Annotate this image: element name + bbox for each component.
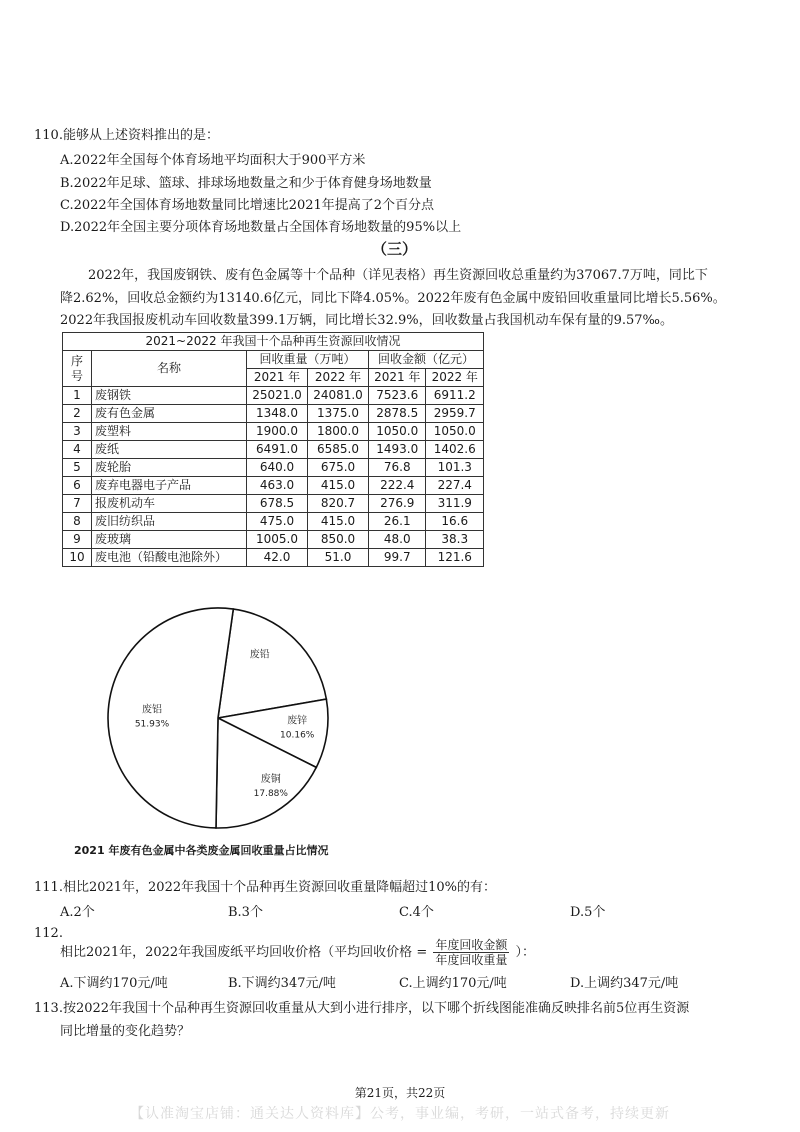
q110-option-b: B.2022年足球、篮球、排球场地数量之和少于体育健身场地数量	[60, 176, 432, 191]
q112-option-c: C.上调约170元/吨	[399, 976, 507, 991]
amount-2021: 26.1	[369, 513, 426, 531]
q110-stem: 110.能够从上述资料推出的是：	[34, 128, 219, 143]
row-name: 废塑料	[92, 423, 247, 441]
row-index: 1	[63, 387, 92, 405]
row-index: 9	[63, 531, 92, 549]
weight-2021: 678.5	[247, 495, 308, 513]
weight-2022: 675.0	[308, 459, 369, 477]
q112-stem-before: 相比2021年，2022年我国废纸平均回收价格（平均回收价格	[60, 945, 413, 960]
pie-slice	[108, 608, 233, 828]
weight-2021: 42.0	[247, 549, 308, 567]
weight-2022: 24081.0	[308, 387, 369, 405]
q112-fraction-numerator: 年度回收金额	[435, 938, 508, 952]
q110-option-d: D.2022年全国主要分项体育场地数量占全国体育场地数量的95%以上	[60, 220, 462, 235]
row-index: 6	[63, 477, 92, 495]
q111-stem: 111.相比2021年，2022年我国十个品种再生资源回收重量降幅超过10%的有：	[34, 880, 497, 895]
table-caption: 2021~2022 年我国十个品种再生资源回收情况	[63, 333, 484, 351]
row-index: 10	[63, 549, 92, 567]
row-index: 4	[63, 441, 92, 459]
q112-option-a: A.下调约170元/吨	[60, 976, 168, 991]
row-index: 7	[63, 495, 92, 513]
weight-2021: 6491.0	[247, 441, 308, 459]
amount-2021: 1050.0	[369, 423, 426, 441]
section-title: （三）	[372, 240, 418, 258]
row-name: 废钢铁	[92, 387, 247, 405]
header-weight-2021: 2021 年	[247, 369, 308, 387]
q111-option-a: A.2个	[60, 905, 95, 920]
table-row	[63, 513, 484, 531]
weight-2022: 6585.0	[308, 441, 369, 459]
table-row	[63, 423, 484, 441]
q111-option-d: D.5个	[570, 905, 606, 920]
row-name: 废玻璃	[92, 531, 247, 549]
weight-2022: 1800.0	[308, 423, 369, 441]
amount-2021: 99.7	[369, 549, 426, 567]
weight-2022: 51.0	[308, 549, 369, 567]
row-index: 3	[63, 423, 92, 441]
table-row	[63, 459, 484, 477]
row-index: 5	[63, 459, 92, 477]
amount-2022: 311.9	[426, 495, 484, 513]
pie-slice-label: 废锌	[287, 715, 308, 727]
weight-2022: 415.0	[308, 513, 369, 531]
q112-fraction	[433, 938, 509, 967]
header-index-label: 序号	[71, 353, 84, 383]
row-name: 废纸	[92, 441, 247, 459]
row-name: 废弃电器电子产品	[92, 477, 247, 495]
pie-slice-value: 10.16%	[280, 730, 315, 741]
q113-line-1: 113.按2022年我国十个品种再生资源回收重量从大到小进行排序，以下哪个折线图能准确反映排名前5位再生资源	[34, 1001, 690, 1016]
amount-2021: 222.4	[369, 477, 426, 495]
header-amount: 回收金额（亿元）	[369, 351, 484, 369]
q112-number: 112.	[34, 926, 63, 941]
row-name: 废轮胎	[92, 459, 247, 477]
q112-fraction-denominator: 年度回收重量	[435, 953, 508, 967]
q111-option-c: C.4个	[399, 905, 434, 920]
amount-2021: 276.9	[369, 495, 426, 513]
pie-chart	[100, 600, 360, 836]
table-row	[63, 495, 484, 513]
header-name: 名称	[92, 351, 247, 387]
amount-2022: 6911.2	[426, 387, 484, 405]
row-name: 报废机动车	[92, 495, 247, 513]
row-name: 废有色金属	[92, 405, 247, 423]
q110-option-c: C.2022年全国体育场地数量同比增速比2021年提高了2个百分点	[60, 198, 435, 213]
table-row	[63, 387, 484, 405]
weight-2022: 850.0	[308, 531, 369, 549]
weight-2022: 415.0	[308, 477, 369, 495]
q112-option-d: D.上调约347元/吨	[570, 976, 679, 991]
q110-option-a: A.2022年全国每个体育场地平均面积大于900平方米	[60, 153, 366, 168]
table-row	[63, 531, 484, 549]
table-row	[63, 405, 484, 423]
amount-2021: 7523.6	[369, 387, 426, 405]
q112-equals: =	[416, 945, 428, 960]
passage-line-1: 2022年，我国废钢铁、废有色金属等十个品种（详见表格）再生资源回收总重量约为37067.7万吨，同比下	[88, 268, 708, 283]
header-index	[63, 351, 92, 387]
passage-line-2: 降2.62%，回收总金额约为13140.6亿元，同比下降4.05%。2022年废有色金属中废铅回收重量同比增长5.56%。	[60, 291, 726, 306]
q112-option-b: B.下调约347元/吨	[228, 976, 336, 991]
amount-2022: 2959.7	[426, 405, 484, 423]
amount-2021: 48.0	[369, 531, 426, 549]
table-body	[63, 387, 484, 567]
table-row	[63, 441, 484, 459]
watermark: 【认准淘宝店铺：通关达人资料库】公考，事业编，考研，一站式备考，持续更新	[130, 1106, 670, 1122]
amount-2022: 38.3	[426, 531, 484, 549]
amount-2022: 16.6	[426, 513, 484, 531]
weight-2022: 820.7	[308, 495, 369, 513]
amount-2022: 1050.0	[426, 423, 484, 441]
header-weight-2022: 2022 年	[308, 369, 369, 387]
amount-2022: 101.3	[426, 459, 484, 477]
passage-line-3: 2022年我国报废机动车回收数量399.1万辆，同比增长32.9%，回收数量占我国机动车保有量的9.57‰。	[60, 313, 673, 328]
q112-stem-after: ）：	[515, 945, 536, 960]
q111-option-b: B.3个	[228, 905, 263, 920]
amount-2022: 121.6	[426, 549, 484, 567]
q113-line-2: 同比增量的变化趋势？	[60, 1024, 191, 1039]
page-number: 第21页，共22页	[354, 1086, 446, 1100]
recycling-table	[62, 332, 484, 567]
chart-caption: 2021 年废有色金属中各类废金属回收重量占比情况	[74, 844, 329, 857]
pie-slice-value: 51.93%	[134, 719, 170, 730]
amount-2022: 1402.6	[426, 441, 484, 459]
pie-slice-label: 废铜	[260, 773, 281, 785]
pie-slice-label: 废铝	[142, 704, 162, 716]
pie-slice-label: 废铅	[249, 649, 270, 661]
row-index: 8	[63, 513, 92, 531]
amount-2021: 76.8	[369, 459, 426, 477]
row-index: 2	[63, 405, 92, 423]
row-name: 废电池（铅酸电池除外）	[92, 549, 247, 567]
table-row	[63, 549, 484, 567]
amount-2021: 2878.5	[369, 405, 426, 423]
header-amount-2021: 2021 年	[369, 369, 426, 387]
weight-2021: 1900.0	[247, 423, 308, 441]
weight-2021: 475.0	[247, 513, 308, 531]
amount-2022: 227.4	[426, 477, 484, 495]
pie-chart-svg	[100, 600, 360, 836]
q112-stem	[60, 938, 535, 967]
weight-2021: 1348.0	[247, 405, 308, 423]
weight-2021: 463.0	[247, 477, 308, 495]
header-amount-2022: 2022 年	[426, 369, 484, 387]
table-row	[63, 477, 484, 495]
pie-slice-value: 17.88%	[253, 788, 288, 799]
row-name: 废旧纺织品	[92, 513, 247, 531]
weight-2021: 640.0	[247, 459, 308, 477]
header-weight: 回收重量（万吨）	[247, 351, 369, 369]
weight-2021: 1005.0	[247, 531, 308, 549]
weight-2021: 25021.0	[247, 387, 308, 405]
amount-2021: 1493.0	[369, 441, 426, 459]
weight-2022: 1375.0	[308, 405, 369, 423]
